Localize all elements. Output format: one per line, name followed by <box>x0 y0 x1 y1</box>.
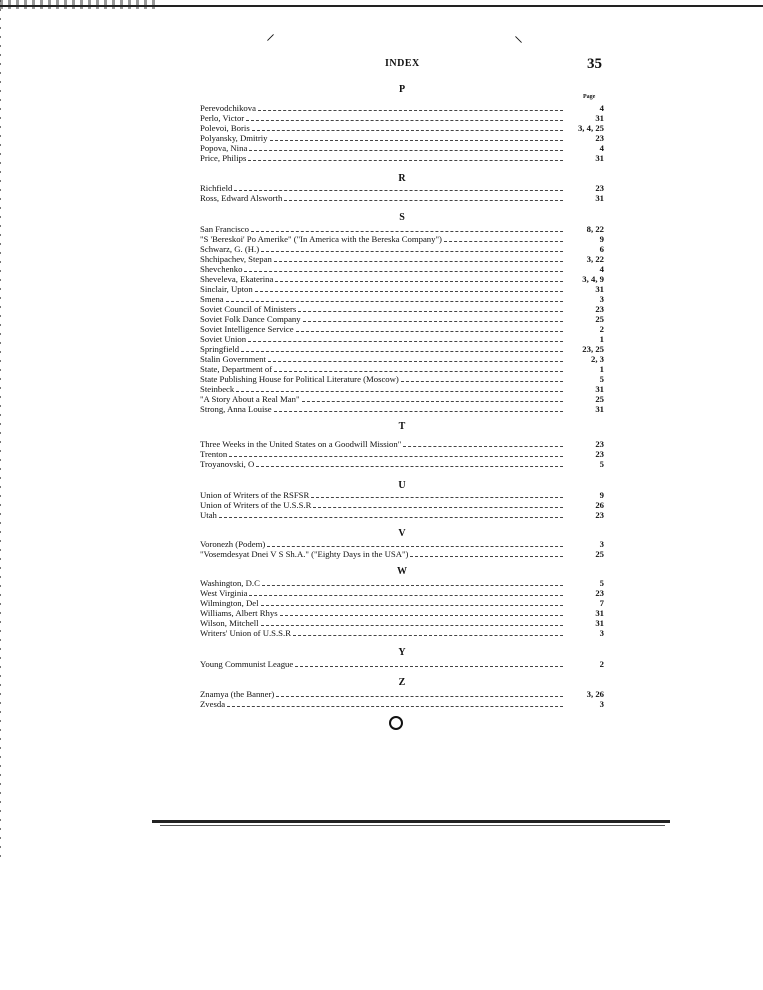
section-entries-v <box>200 539 604 559</box>
entry-name: Trenton <box>200 449 228 459</box>
index-entry <box>200 500 604 510</box>
index-entry <box>200 264 604 274</box>
index-entry <box>200 193 604 203</box>
entry-pages: 2, 3 <box>590 354 604 364</box>
entry-name: Soviet Council of Ministers <box>200 304 297 314</box>
leader-dots <box>255 291 563 292</box>
index-entry <box>200 183 604 193</box>
leader-dots <box>303 321 563 322</box>
index-entry <box>200 254 604 264</box>
section-letter-u: U <box>398 480 406 491</box>
index-entry <box>200 354 604 364</box>
leader-dots <box>229 456 563 457</box>
entry-name: State Publishing House for Political Literature (Moscow) <box>200 374 399 384</box>
leader-dots <box>311 497 563 498</box>
section-letter-z: Z <box>398 677 406 688</box>
section-letter-y: Y <box>398 647 406 658</box>
page-column-label: Page <box>583 94 596 100</box>
entry-name: Strong, Anna Louise <box>200 404 272 414</box>
index-entry <box>200 153 604 163</box>
entry-name: Troyanovski, O <box>200 459 255 469</box>
leader-dots <box>313 507 563 508</box>
entry-pages: 26 <box>595 500 604 510</box>
leader-dots <box>261 605 563 606</box>
leader-dots <box>295 666 563 667</box>
entry-name: Voronezh (Podem) <box>200 539 266 549</box>
entry-pages: 23 <box>595 133 604 143</box>
leader-dots <box>248 341 563 342</box>
index-entry <box>200 618 604 628</box>
entry-pages: 4 <box>599 103 604 113</box>
entry-pages: 23 <box>595 439 604 449</box>
index-entry <box>200 384 604 394</box>
entry-name: Polevoi, Boris <box>200 123 250 133</box>
section-entries-w <box>200 578 604 638</box>
entry-name: "S 'Bereskoi' Po Amerike" ("In America with the Bereska Company") <box>200 234 442 244</box>
index-entry <box>200 143 604 153</box>
page-number: 35 <box>587 56 602 72</box>
entry-pages: 31 <box>595 404 604 414</box>
index-entry <box>200 598 604 608</box>
entry-pages: 23 <box>595 304 604 314</box>
index-entry <box>200 659 604 669</box>
index-entry <box>200 394 604 404</box>
index-entry <box>200 294 604 304</box>
entry-name: Soviet Folk Dance Company <box>200 314 301 324</box>
entry-name: Polyansky, Dmitriy <box>200 133 268 143</box>
section-letter-p: P <box>398 84 406 95</box>
leader-dots <box>444 241 563 242</box>
binding-hole-mark-right: ⸌ <box>514 33 523 53</box>
scan-left-edge <box>0 0 1 860</box>
leader-dots <box>298 311 563 312</box>
index-entry <box>200 334 604 344</box>
entry-name: West Virginia <box>200 588 248 598</box>
leader-dots <box>302 401 563 402</box>
index-entry <box>200 123 604 133</box>
entry-pages: 2 <box>599 659 604 669</box>
section-letter-s: S <box>399 212 405 223</box>
entry-name: Washington, D.C <box>200 578 260 588</box>
binding-hole-mark-left: ⸍ <box>266 31 275 51</box>
entry-name: Perlo, Victor <box>200 113 245 123</box>
entry-pages: 5 <box>599 459 604 469</box>
index-entry <box>200 224 604 234</box>
leader-dots <box>267 546 563 547</box>
leader-dots <box>262 585 563 586</box>
entry-pages: 3, 4, 9 <box>582 274 604 284</box>
entry-pages: 31 <box>595 608 604 618</box>
entry-pages: 3 <box>599 628 604 638</box>
index-entry <box>200 459 604 469</box>
leader-dots <box>241 351 563 352</box>
entry-pages: 9 <box>599 234 604 244</box>
entry-pages: 6 <box>599 244 604 254</box>
index-entry <box>200 439 604 449</box>
entry-pages: 23 <box>595 588 604 598</box>
leader-dots <box>227 706 563 707</box>
section-letter-v: V <box>398 528 406 539</box>
entry-pages: 31 <box>595 384 604 394</box>
entry-name: "A Story About a Real Man" <box>200 394 300 404</box>
leader-dots <box>236 391 563 392</box>
entry-pages: 23, 25 <box>582 344 604 354</box>
index-entry <box>200 314 604 324</box>
entry-pages: 25 <box>595 394 604 404</box>
entry-name: Three Weeks in the United States on a Goodwill Mission" <box>200 439 402 449</box>
index-entry <box>200 699 604 709</box>
entry-pages: 7 <box>599 598 604 608</box>
leader-dots <box>270 140 564 141</box>
entry-name: Shchipachev, Stepan <box>200 254 272 264</box>
leader-dots <box>249 595 563 596</box>
index-entry <box>200 103 604 113</box>
leader-dots <box>401 381 563 382</box>
entry-pages: 25 <box>595 314 604 324</box>
index-entry <box>200 133 604 143</box>
index-entry <box>200 628 604 638</box>
entry-pages: 31 <box>595 193 604 203</box>
entry-pages: 3 <box>599 699 604 709</box>
index-entry <box>200 244 604 254</box>
leader-dots <box>274 261 563 262</box>
leader-dots <box>252 130 563 131</box>
index-entry <box>200 404 604 414</box>
entry-pages: 31 <box>595 618 604 628</box>
entry-name: Price, Philips <box>200 153 247 163</box>
entry-name: Popova, Nina <box>200 143 248 153</box>
leader-dots <box>261 251 563 252</box>
entry-pages: 25 <box>595 549 604 559</box>
index-entry <box>200 324 604 334</box>
entry-pages: 23 <box>595 449 604 459</box>
index-entry <box>200 364 604 374</box>
section-entries-u <box>200 490 604 520</box>
section-letter-r: R <box>398 173 406 184</box>
entry-pages: 4 <box>599 143 604 153</box>
leader-dots <box>261 625 563 626</box>
leader-dots <box>403 446 563 447</box>
leader-dots <box>293 635 563 636</box>
entry-pages: 3, 4, 25 <box>577 123 604 133</box>
leader-dots <box>274 411 563 412</box>
leader-dots <box>249 150 563 151</box>
section-letter-w: W <box>397 566 407 577</box>
entry-name: Wilson, Mitchell <box>200 618 259 628</box>
entry-name: Schwarz, G. (H.) <box>200 244 260 254</box>
index-entry <box>200 490 604 500</box>
index-entry <box>200 608 604 618</box>
entry-name: Union of Writers of the RSFSR <box>200 490 310 500</box>
index-entry <box>200 549 604 559</box>
leader-dots <box>251 231 563 232</box>
entry-name: Young Communist League <box>200 659 294 669</box>
leader-dots <box>248 160 563 161</box>
entry-pages: 9 <box>599 490 604 500</box>
entry-name: Zvesda <box>200 699 226 709</box>
entry-pages: 1 <box>599 364 604 374</box>
bottom-rule <box>152 820 670 823</box>
entry-name: Williams, Albert Rhys <box>200 608 278 618</box>
leader-dots <box>226 301 563 302</box>
entry-pages: 2 <box>599 324 604 334</box>
entry-name: Smena <box>200 294 224 304</box>
leader-dots <box>244 271 563 272</box>
entry-pages: 4 <box>599 264 604 274</box>
entry-name: Steinbeck <box>200 384 235 394</box>
entry-pages: 3, 26 <box>586 689 604 699</box>
index-entry <box>200 374 604 384</box>
index-entry <box>200 274 604 284</box>
section-entries-p <box>200 103 604 163</box>
leader-dots <box>284 200 563 201</box>
entry-name: Soviet Union <box>200 334 247 344</box>
entry-pages: 3 <box>599 539 604 549</box>
leader-dots <box>296 331 563 332</box>
entry-name: Soviet Intelligence Service <box>200 324 294 334</box>
leader-dots <box>256 466 563 467</box>
entry-name: Ross, Edward Alsworth <box>200 193 283 203</box>
index-entry <box>200 284 604 294</box>
leader-dots <box>275 281 563 282</box>
section-entries-z <box>200 689 604 709</box>
entry-name: Springfield <box>200 344 240 354</box>
index-entry <box>200 304 604 314</box>
index-entry <box>200 449 604 459</box>
bottom-rule-thin <box>160 825 665 826</box>
entry-pages: 31 <box>595 153 604 163</box>
section-entries-t <box>200 439 604 469</box>
entry-name: State, Department of <box>200 364 273 374</box>
entry-name: Znamya (the Banner) <box>200 689 275 699</box>
leader-dots <box>410 556 563 557</box>
scan-top-line <box>0 5 763 7</box>
entry-pages: 1 <box>599 334 604 344</box>
entry-name: Stalin Government <box>200 354 266 364</box>
index-entry <box>200 510 604 520</box>
section-entries-s <box>200 224 604 414</box>
index-entry <box>200 113 604 123</box>
entry-pages: 23 <box>595 510 604 520</box>
index-entry <box>200 578 604 588</box>
entry-name: Perevodchikova <box>200 103 256 113</box>
entry-name: Wilmington, Del <box>200 598 259 608</box>
leader-dots <box>280 615 563 616</box>
leader-dots <box>219 517 563 518</box>
leader-dots <box>234 190 563 191</box>
entry-pages: 23 <box>595 183 604 193</box>
section-entries-r <box>200 183 604 203</box>
entry-name: "Vosemdesyat Dnei V S Sh.A." ("Eighty Days in the USA") <box>200 549 409 559</box>
entry-pages: 3 <box>599 294 604 304</box>
leader-dots <box>258 110 563 111</box>
section-entries-y <box>200 659 604 669</box>
end-ornament <box>389 716 403 730</box>
entry-pages: 31 <box>595 284 604 294</box>
entry-pages: 8, 22 <box>586 224 604 234</box>
entry-name: Writers' Union of U.S.S.R <box>200 628 291 638</box>
section-letter-t: T <box>398 421 406 432</box>
entry-pages: 31 <box>595 113 604 123</box>
index-entry <box>200 588 604 598</box>
index-entry <box>200 689 604 699</box>
leader-dots <box>268 361 563 362</box>
entry-name: Shevchenko <box>200 264 243 274</box>
leader-dots <box>274 371 563 372</box>
index-entry <box>200 539 604 549</box>
entry-name: Sinclair, Upton <box>200 284 253 294</box>
index-entry <box>200 234 604 244</box>
entry-name: San Francisco <box>200 224 249 234</box>
entry-name: Utah <box>200 510 217 520</box>
entry-pages: 5 <box>599 374 604 384</box>
entry-pages: 3, 22 <box>586 254 604 264</box>
entry-name: Sheveleva, Ekaterina <box>200 274 274 284</box>
entry-name: Union of Writers of the U.S.S.R <box>200 500 312 510</box>
leader-dots <box>276 696 563 697</box>
running-header: INDEX <box>385 58 420 69</box>
index-entry <box>200 344 604 354</box>
entry-name: Richfield <box>200 183 233 193</box>
entry-pages: 5 <box>599 578 604 588</box>
leader-dots <box>246 120 563 121</box>
